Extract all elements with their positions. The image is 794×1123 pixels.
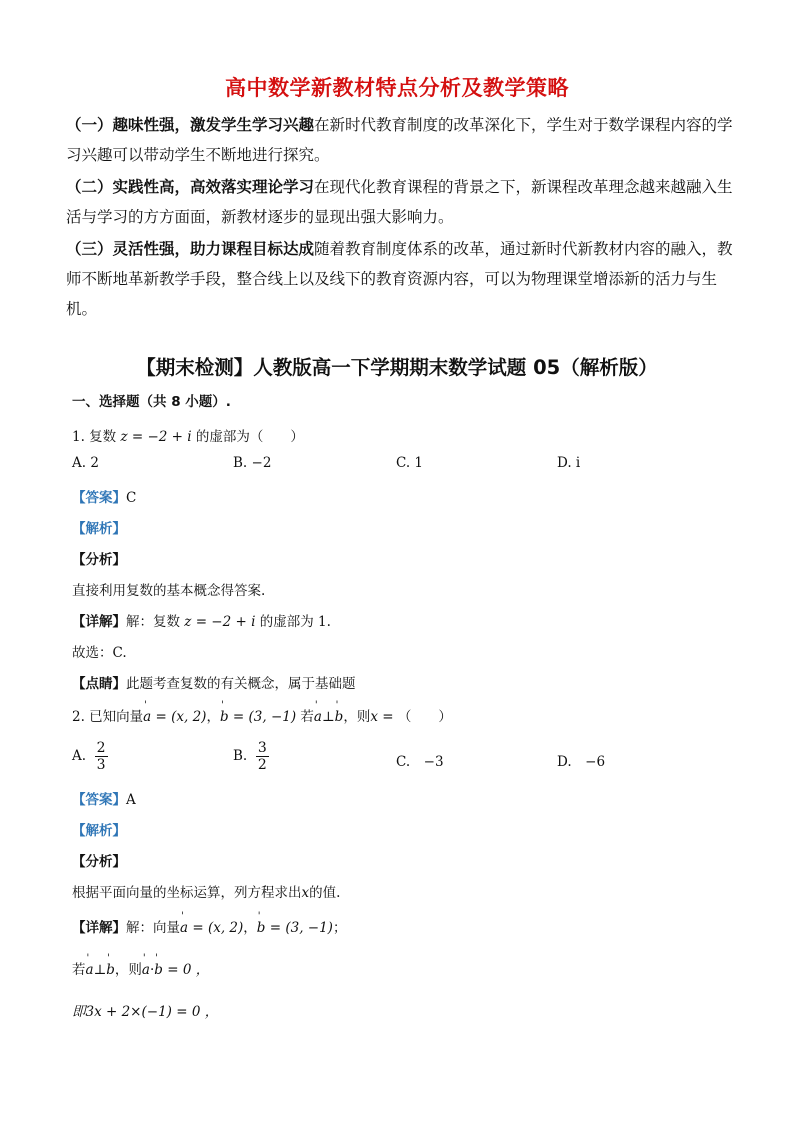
q2-cond-vector-a: ' a — [314, 709, 322, 725]
q2-detail-line-2 — [72, 958, 209, 978]
q1-analysis-label: 【解析】 — [72, 521, 126, 537]
q1-option-d: D. i — [557, 455, 581, 471]
q2-fenxi-suffix: 的值. — [309, 885, 341, 901]
q2-detail-line — [72, 916, 346, 936]
q2-option-b-label: B. — [233, 748, 248, 764]
q2-perp: ⊥ — [321, 709, 335, 725]
q1-stem-prefix: 1. 复数 — [72, 429, 117, 445]
q2-option-b-num: 3 — [257, 740, 267, 756]
q1-fenxi-text: 直接利用复数的基本概念得答案. — [72, 583, 266, 599]
q2-detail-vector-a-value: = (x, 2) — [188, 920, 244, 936]
q2-detail-end: ； — [332, 920, 347, 936]
q2-stem-prefix: 2. 已知向量 — [72, 709, 144, 725]
q2-option-a-num: 2 — [96, 740, 106, 756]
q2-line2-dot-b: ' b — [154, 962, 163, 978]
q2-if: 若 — [300, 709, 314, 725]
intro-heading-3: （三）灵活性强，助力课程目标达成 — [66, 240, 315, 258]
q2-line2-dot-a: ' a — [142, 962, 150, 978]
q2-option-a — [72, 740, 108, 773]
q2-option-d: D. −6 — [557, 754, 606, 770]
q1-expression: z = −2 + i — [120, 429, 192, 445]
q2-vector-b-value: = (3, −1) — [228, 709, 297, 725]
q2-vector-a: ' a — [143, 709, 151, 725]
section-heading: 一、选择题（共 8 小题）. — [72, 394, 231, 410]
q2-option-b-fraction — [256, 740, 269, 773]
intro-heading-1: （一）趣味性强，激发学生学习兴趣 — [66, 116, 315, 134]
page-title: 高中数学新教材特点分析及教学策略 — [225, 76, 569, 100]
q1-option-c: C. 1 — [396, 455, 424, 471]
q2-fenxi-variable: x — [301, 885, 310, 901]
q2-detail-line-3 — [72, 1000, 218, 1020]
intro-heading-2: （二）实践性高，高效落实理论学习 — [66, 178, 315, 196]
q2-vector-a-value: = (x, 2) — [151, 709, 207, 725]
q1-comment-text: 此题考查复数的有关概念，属于基础题 — [126, 676, 356, 692]
q2-line2-if: 若 — [72, 962, 86, 978]
question-1-stem — [72, 425, 304, 445]
q2-blank: = （ ） — [377, 709, 452, 725]
q1-choose: 故选：C. — [72, 645, 127, 661]
q2-detail-vector-b: ' b — [257, 920, 266, 936]
q2-fenxi-line — [72, 881, 340, 901]
q2-detail-vector-b-value: = (3, −1) — [265, 920, 333, 936]
q1-option-a: A. 2 — [72, 455, 99, 471]
q2-vector-b: ' b — [220, 709, 229, 725]
q2-line2-dot: · — [149, 962, 155, 978]
q1-comment-line — [72, 672, 356, 692]
q2-option-b — [233, 740, 269, 773]
q1-answer-label: 【答案】 — [72, 490, 126, 506]
intro-paragraph-2 — [66, 172, 736, 232]
q2-line2-then: ，则 — [114, 962, 142, 978]
q2-analysis-label: 【解析】 — [72, 823, 126, 839]
q1-detail-label: 【详解】 — [72, 614, 126, 630]
q1-fenxi-label: 【分析】 — [72, 552, 126, 568]
q2-option-c: C. −3 — [396, 754, 444, 770]
q2-option-a-label: A. — [72, 748, 87, 764]
q1-comment-label: 【点睛】 — [72, 676, 126, 692]
q2-option-a-den: 3 — [96, 757, 106, 773]
q2-fenxi-prefix: 根据平面向量的坐标运算，列方程求出 — [72, 885, 302, 901]
q1-detail-line — [72, 610, 331, 630]
q2-line3-equation: 即3x + 2×(−1) = 0 ， — [72, 1004, 219, 1020]
q2-option-a-fraction — [95, 740, 108, 773]
q1-answer-line — [72, 486, 136, 506]
q1-answer-value: C — [126, 490, 137, 506]
intro-paragraph-3 — [66, 234, 736, 324]
question-2-stem — [72, 705, 452, 725]
q2-detail-separator: ， — [243, 920, 257, 936]
q2-line2-zero: = 0 ， — [162, 962, 210, 978]
exam-subtitle: 【期末检测】人教版高一下学期期末数学试题 05（解析版） — [136, 356, 658, 379]
intro-paragraph-1 — [66, 110, 736, 170]
q2-detail-vector-a: ' a — [180, 920, 188, 936]
q2-answer-label: 【答案】 — [72, 792, 126, 808]
q2-option-b-den: 2 — [257, 757, 267, 773]
q2-line2-vector-b: ' b — [106, 962, 115, 978]
q2-fenxi-label: 【分析】 — [72, 854, 126, 870]
q1-detail-suffix: 的虚部为 1. — [259, 614, 331, 630]
q2-line2-perp: ⊥ — [93, 962, 107, 978]
q2-cond-vector-b: ' b — [335, 709, 344, 725]
q2-answer-line — [72, 788, 136, 808]
intro-text-2: 在现代化教育课程的背景之下，新课程改革理念越来越融入生活与学习的方方面面，新教材逐步的显现出强大影响力。 — [66, 178, 733, 226]
q2-then: ，则 — [343, 709, 371, 725]
q1-detail-expression: z = −2 + i — [184, 614, 256, 630]
q2-separator: ， — [206, 709, 220, 725]
q2-variable: x — [370, 709, 378, 725]
q2-detail-label: 【详解】 — [72, 920, 126, 936]
q1-stem-suffix: 的虚部为（ ） — [195, 429, 304, 445]
q2-line2-vector-a: ' a — [86, 962, 94, 978]
q1-detail-prefix: 解：复数 — [126, 614, 180, 630]
intro-text-1: 在新时代教育制度的改革深化下，学生对于数学课程内容的学习兴趣可以带动学生不断地进行探究。 — [66, 116, 733, 164]
q2-detail-prefix: 解：向量 — [126, 920, 180, 936]
q2-answer-value: A — [126, 792, 136, 808]
q1-option-b: B. −2 — [233, 455, 272, 471]
intro-text-3: 随着教育制度体系的改革，通过新时代新教材内容的融入，教师不断地革新教学手段，整合线上以及线下的教育资源内容，可以为物理课堂增添新的活力与生机。 — [66, 240, 733, 318]
